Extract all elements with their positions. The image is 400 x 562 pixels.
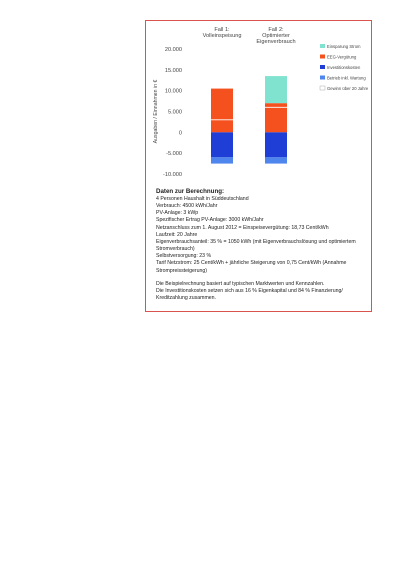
info-line-grid-tariff: Tarif Netzstrom: 25 Cent/kWh + jährliche Steigerung von 0,75 Cent/kWh (Annahme Strompreissteigerung) <box>156 260 347 274</box>
info-line-specific-yield: Spezifischer Ertrag PV-Anlage: 3000 kWh/Jahr <box>156 217 264 224</box>
y-axis-label: Ausgaben / Einnahmen in € <box>153 79 159 144</box>
legend-label: Investitionskosten <box>327 65 361 70</box>
bar-segment-betrieb-wartung <box>211 157 233 163</box>
info-line-consumption: Verbrauch: 4500 kWh/Jahr <box>156 203 218 210</box>
y-tick-label: 15.000 <box>164 67 182 74</box>
y-tick-label: 5.000 <box>168 109 182 116</box>
legend-label: Betrieb inkl. Wartung <box>327 75 366 81</box>
document-frame <box>145 20 372 312</box>
info-note-investment: Die Investitionskosten setzen sich aus 16 % Eigenkapital und 84 % Finanzierung/ Kreditzahlung zusammen. <box>156 287 343 302</box>
legend-swatch <box>320 65 325 69</box>
bar-segment-eeg-verguetung <box>211 89 233 133</box>
info-line-household: 4 Personen Haushalt in Süddeutschland <box>156 196 249 202</box>
info-heading: Daten zur Berechnung: <box>156 188 225 195</box>
category-label: Fall 2: <box>268 27 284 33</box>
info-line-pv-system: PV-Anlage: 3 kWp <box>156 210 199 217</box>
legend-swatch <box>320 55 325 59</box>
info-line-grid-connection: Netzanschluss zum 1. August 2012 = Einspeisevergütung: 18,73 Cent/kWh <box>156 224 329 231</box>
bar-segment-betrieb-wartung <box>265 157 287 163</box>
legend-swatch <box>320 86 325 90</box>
category-label: Optimierter <box>262 33 290 39</box>
category-label: Eigenverbrauch <box>256 39 296 45</box>
info-note-market-values: Die Beispielrechnung basiert auf typischen Marktwerten und Kennzahlen. <box>156 280 325 287</box>
y-tick-label: 10.000 <box>164 88 182 95</box>
calculation-info <box>156 188 368 302</box>
legend-label: Gewinn über 20 Jahre <box>327 86 369 91</box>
legend-label: EEG-Vergütung <box>327 54 357 60</box>
legend-label: Einsparung Strom <box>327 44 361 49</box>
info-line-self-supply: Selbstversorgung: 23 % <box>156 253 212 260</box>
info-line-duration: Laufzeit: 20 Jahre <box>156 231 198 238</box>
y-tick-label: 20.000 <box>164 47 182 53</box>
y-tick-label: 0 <box>178 130 182 137</box>
legend-swatch <box>320 76 325 80</box>
legend-swatch <box>320 44 325 48</box>
bar-segment-einsparung-strom <box>265 76 287 103</box>
y-tick-label: -5.000 <box>166 151 182 158</box>
category-label: Volleinspeisung <box>202 33 242 39</box>
category-label: Fall 1: <box>214 27 230 33</box>
bar-segment-investitionskosten <box>265 132 287 157</box>
bar-segment-investitionskosten <box>211 132 233 157</box>
y-tick-label: -10.000 <box>163 172 182 178</box>
info-line-self-consumption: Eigenverbrauchsanteil: 35 % = 1050 kWh (mit Eigenverbrauchslösung und optimiertem Stromverbrauch) <box>156 238 356 253</box>
stacked-bar-chart <box>146 21 373 186</box>
